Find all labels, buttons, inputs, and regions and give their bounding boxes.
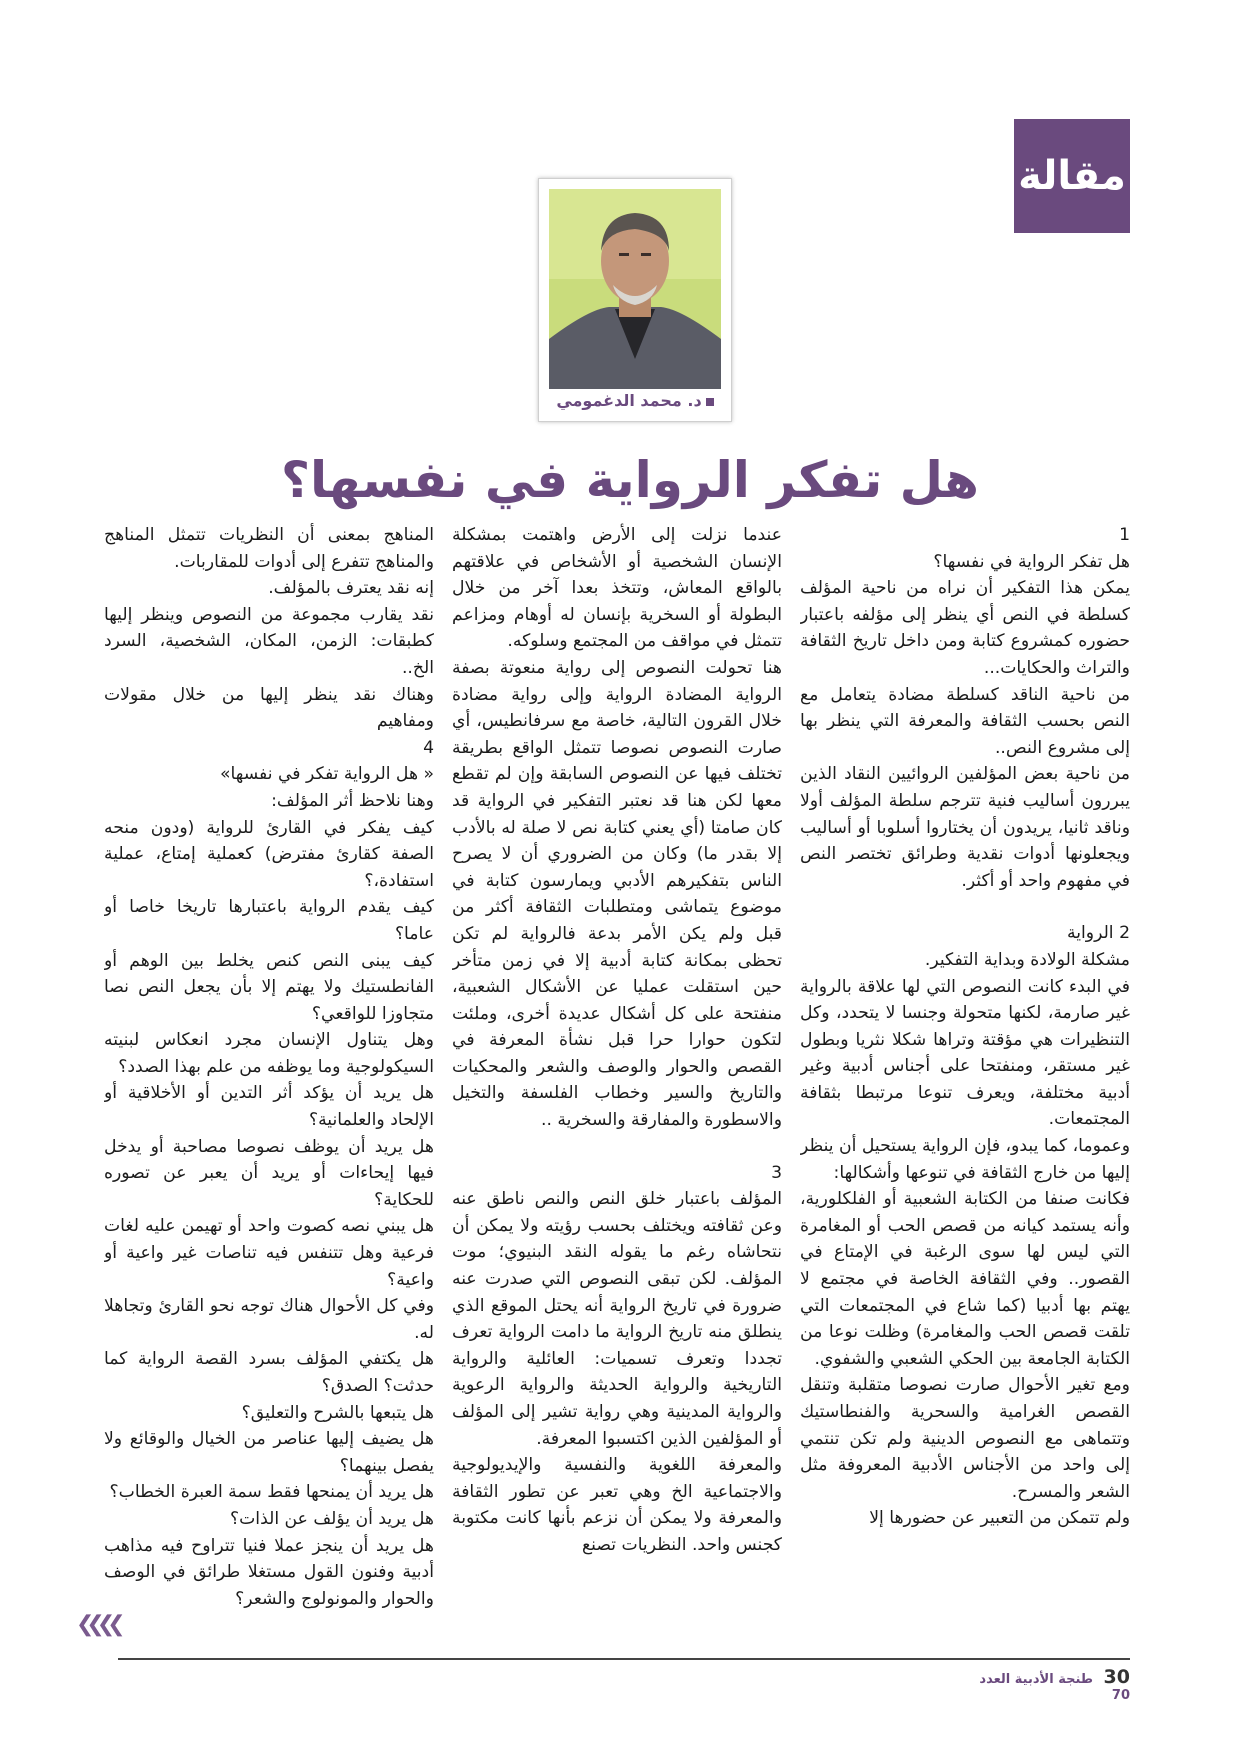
section-heading: 2 الرواية xyxy=(1067,923,1130,944)
paragraph: هل يتبعها بالشرح والتعليق؟ xyxy=(241,1402,434,1423)
paragraph: والمعرفة اللغوية والنفسية والإيديولوجية والاجتماعية الخ وهي تعبر عن تطور الثقافة والمعرفة ولا يمكن أن نزعم بأنها كانت مكتوبة كجنس واحد. النظريات تصنع xyxy=(452,1455,782,1555)
paragraph: فكانت صنفا من الكتابة الشعبية أو الفلكلورية، وأنه يستمد كيانه من قصص الحب أو المغامرة التي ليس لها سوى الرغبة في الإمتاع في القصور.. وفي الثقافة الخاصة في مجتمع لا يهتم بها أدبيا (كما شاع في المجتمعات التي تلقت قصص الحب والمغامرة) وظلت نوعا من الكتابة الجامعة بين الحكي الشعبي والشفوي. xyxy=(800,1189,1130,1369)
paragraph: ومع تغير الأحوال صارت نصوصا متقلبة وتنقل القصص الغرامية والسحرية والفنطاستيك وتتماهى مع النصوص الدينية ولم تكن تنتمي إلى واحد من الأجناس الأدبية المعروفة مثل الشعر والمسرح. xyxy=(800,1375,1130,1502)
paragraph: هل يضيف إليها عناصر من الخيال والوقائع ولا يفصل بينهما؟ xyxy=(104,1429,434,1476)
page-footer xyxy=(960,1666,1130,1703)
section-heading: 4 xyxy=(423,737,434,758)
paragraph: وهناك نقد ينظر إليها من خلال مقولات ومفاهيم xyxy=(104,684,434,732)
section-heading: 3 xyxy=(771,1162,782,1183)
paragraph: « هل الرواية تفكر في نفسها» xyxy=(220,764,434,785)
paragraph: هل يكتفي المؤلف بسرد القصة الرواية كما حدثت؟ الصدق؟ xyxy=(104,1349,434,1396)
column-middle xyxy=(452,522,782,1642)
caption-square-icon xyxy=(706,398,714,406)
paragraph: كيف يقدم الرواية باعتبارها تاريخا خاصا أو عاما؟ xyxy=(104,897,434,944)
paragraph: هل يريد أن يوظف نصوصا مصاحبة أو يدخل فيها إيحاءات أو يريد أن يعبر عن تصوره للحكاية؟ xyxy=(104,1136,434,1210)
paragraph: وفي كل الأحوال هناك توجه نحو القارئ وتجاهلا له. xyxy=(104,1296,434,1343)
paragraph: وعموما، كما يبدو، فإن الرواية يستحيل أن ينظر إليها من خارج الثقافة في تنوعها وأشكالها: xyxy=(800,1136,1130,1183)
paragraph: ولم تتمكن من التعبير عن حضورها إلا xyxy=(869,1508,1130,1529)
paragraph: من ناحية بعض المؤلفين الروائيين النقاد الذين يبررون أساليب فنية تترجم سلطة المؤلف أولا وناقد ثانيا، يريدون أن يختاروا أسلوبا أو أساليب ويجعلونها أدوات نقدية وطرائق تختصر النص في مفهوم واحد أو أكثر. xyxy=(800,764,1130,891)
spacer xyxy=(452,1134,782,1160)
paragraph: إنه نقد يعترف بالمؤلف. xyxy=(268,578,434,599)
section-badge: مقالة xyxy=(1014,119,1130,233)
paragraph: 1 xyxy=(1119,525,1130,545)
issue-number: العدد 70 xyxy=(979,1672,1130,1703)
paragraph: وهنا نلاحظ أثر المؤلف: xyxy=(271,790,434,811)
paragraph: كيف يفكر في القارئ للرواية (ودون منحه الصفة كقارئ مفترض) كعملية إمتاع، عملية استفادة،؟ xyxy=(104,817,434,891)
paragraph: هل يريد أن يؤكد أثر التدين أو الأخلاقية أو الإلحاد والعلمانية؟ xyxy=(104,1083,434,1131)
paragraph: كيف يبنى النص كنص يخلط بين الوهم أو الفانطستيك ولا يهتم إلا بأن يجعل النص نصا متجاوزا للواقعي؟ xyxy=(104,950,434,1024)
paragraph: المناهج بمعنى أن النظريات تتمثل المناهج والمناهج تتفرع إلى أدوات للمقاربات. xyxy=(104,525,434,572)
paragraph: مشكلة الولادة وبداية التفكير. xyxy=(924,949,1130,970)
paragraph: وهل يتناول الإنسان مجرد انعكاس لبنيته السيكولوجية وما يوظفه من علم بهذا الصدد؟ xyxy=(104,1030,434,1077)
author-portrait-image xyxy=(549,189,721,389)
paragraph: المؤلف باعتبار خلق النص والنص ناطق عنه وعن ثقافته ويختلف بحسب رؤيته ولا يمكن أن نتحاشاه رغم ما يقوله النقد البنيوي؛ موت المؤلف. لكن تبقى النصوص التي صدرت عنه ضرورة في تاريخ الرواية أنه يحتل الموقع الذي ينطلق منه تاريخ الرواية ما دامت الرواية تعرف تجددا وتعرف تسميات: العائلية والرواية التاريخية والرواية الحديثة والرواية الرعوية والرواية المدينية وهي رواية تشير إلى المؤلف أو المؤلفين الذين اكتسبوا المعرفة. xyxy=(452,1189,782,1449)
author-caption xyxy=(539,391,731,410)
paragraph: هنا تحولت النصوص إلى رواية منعوتة بصفة الرواية المضادة الرواية وإلى رواية مضادة خلال القرون التالية، خاصة مع سرفانطيس، أي صارت النصوص نصوصا تتمثل الواقع بطريقة تختلف فيها عن النصوص السابقة وإن لم تقطع معها لكن هنا قد نعتبر التفكير في الرواية قد كان صامتا (أي يعني كتابة نص لا صلة له بالأدب إلا بقدر ما) وكان من الضروري أن لا يصرح الناس بتفكيرهم الأدبي ويمارسون كتابة في موضوع يتماشى ومتطلبات الثقافة أكثر من قبل ولم يكن الأمر بدعة فالرواية لم تكن تحظى بمكانة كتابة أدبية إلا في زمن متأخر حين استقلت عمليا عن الأشكال الشعبية، منفتحة على كل أشكال عديدة أخرى، وملئت لتكون حوارا حرا قبل نشأة المعرفة في القصص والحوار والوصف والشعر والمحكيات والتاريخ والسير وخطاب الفلسفة والتخيل والاسطورة والمفارقة والسخرية .. xyxy=(452,657,782,1131)
author-name: د. محمد الدغمومي xyxy=(556,391,702,410)
paragraph: نقد يقارب مجموعة من النصوص وينظر إليها كطبقات: الزمن، المكان، الشخصية، السرد الخ.. xyxy=(104,604,434,678)
spacer xyxy=(800,894,1130,920)
paragraph: هل تفكر الرواية في نفسها؟ xyxy=(933,551,1130,572)
paragraph: هل يريد أن يؤلف عن الذات؟ xyxy=(229,1508,434,1529)
continue-chevrons-icon: ❮❮❮❮ xyxy=(76,1612,118,1637)
paragraph: من ناحية الناقد كسلطة مضادة يتعامل مع النص بحسب الثقافة والمعرفة التي ينظر بها إلى مشروع النص.. xyxy=(800,684,1130,758)
column-right xyxy=(800,522,1130,1642)
paragraph: في البدء كانت النصوص التي لها علاقة بالرواية غير صارمة، لكنها متحولة وجنسا لا يتحدد، وكل التنظيرات هي مؤقتة وتراها شكلا نثريا وبطول غير مستقر، ومنفتحا على أجناس أدبية وغير أدبية مختلفة، ويعرف تنوعا مرتبطا بثقافة المجتمعات. xyxy=(800,976,1130,1130)
page-number: 30 xyxy=(1103,1666,1130,1688)
paragraph: هل يريد أن ينجز عملا فنيا تتراوح فيه مذاهب أدبية وفنون القول مستغلا طرائق في الوصف والحوار والمونولوج والشعر؟ xyxy=(104,1535,434,1609)
column-left xyxy=(104,522,434,1642)
article-title: هل تفكر الرواية في نفسها؟ xyxy=(281,451,979,509)
footer-divider xyxy=(118,1658,1130,1660)
paragraph: هل يريد أن يمنحها فقط سمة العبرة الخطاب؟ xyxy=(109,1482,434,1503)
author-photo-frame xyxy=(538,178,732,422)
paragraph: يمكن هذا التفكير أن نراه من ناحية المؤلف كسلطة في النص أي ينظر إلى مؤلفه باعتبار حضوره كمشروع كتابة ومن داخل تاريخ الثقافة والتراث والحكايات... xyxy=(800,578,1130,678)
magazine-name: طنجة الأدبية xyxy=(1014,1672,1094,1687)
paragraph: عندما نزلت إلى الأرض واهتمت بمشكلة الإنسان الشخصية أو الأشخاص في علاقتهم بالواقع المعاش، وتتخذ بعدا آخر من خلال البطولة أو السخرية بإنسان له أوهام ومزاعم تتمثل في مواقف من المجتمع وسلوكه. xyxy=(452,525,782,652)
paragraph: هل يبني نصه كصوت واحد أو تهيمن عليه لغات فرعية وهل تتنفس فيه تناصات غير واعية أو واعية؟ xyxy=(104,1216,434,1290)
